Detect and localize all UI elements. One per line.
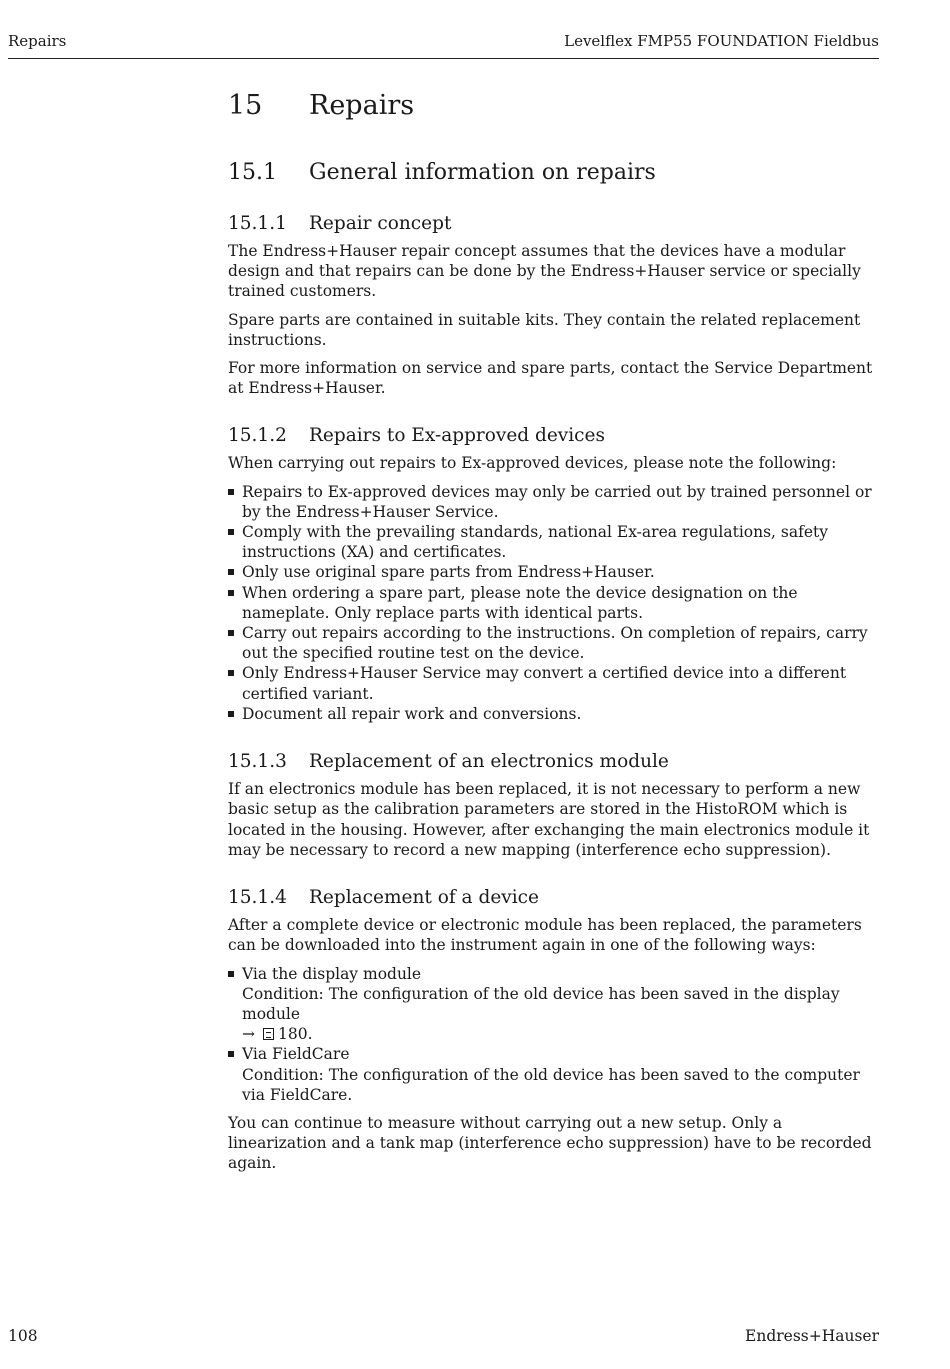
chapter-number: 15 <box>228 90 263 121</box>
subsection-ex-repairs <box>228 424 880 724</box>
list-item <box>228 562 880 582</box>
list-item-text: Carry out repairs according to the instructions. On completion of repairs, carry out the specified routine test on the device. <box>242 624 868 663</box>
chapter-heading <box>228 90 880 122</box>
bullet-icon <box>228 569 234 575</box>
subsection-number: 15.1.3 <box>228 751 287 773</box>
bullet-icon <box>228 489 234 495</box>
bullet-icon <box>228 670 234 676</box>
page-header <box>8 32 879 59</box>
arrow-icon: → <box>242 1025 255 1044</box>
list-item <box>228 704 880 724</box>
page-number: 108 <box>8 1327 38 1345</box>
paragraph: After a complete device or electronic module has been replaced, the parameters can be downloaded into the instrument again in one of the following ways: <box>228 916 862 955</box>
paragraph: When carrying out repairs to Ex-approved devices, please note the following: <box>228 454 837 473</box>
bullet-list <box>228 482 880 724</box>
paragraph: For more information on service and spare parts, contact the Service Department at Endress+Hauser. <box>228 358 873 398</box>
bullet-icon <box>228 1051 234 1057</box>
section-number: 15.1 <box>228 160 277 186</box>
list-item-text: Only use original spare parts from Endress+Hauser. <box>242 563 655 582</box>
chapter-title: Repairs <box>309 90 415 121</box>
subsection-heading <box>228 212 880 235</box>
list-item <box>228 623 880 663</box>
bullet-icon <box>228 711 234 717</box>
bullet-icon <box>228 630 234 636</box>
subsection-title: Replacement of an electronics module <box>309 751 669 773</box>
header-document-title: Levelflex FMP55 FOUNDATION Fieldbus <box>564 32 879 50</box>
list-item <box>228 522 880 562</box>
subsection-electronics-module <box>228 750 880 860</box>
subsection-number: 15.1.1 <box>228 212 287 234</box>
bullet-list <box>228 964 880 1105</box>
list-item <box>228 1044 880 1105</box>
list-item-text: When ordering a spare part, please note the device designation on the nameplate. Only replace parts with identical parts. <box>242 583 798 622</box>
list-item-text: Comply with the prevailing standards, national Ex-area regulations, safety instructions (XA) and certificates. <box>242 523 828 562</box>
list-item <box>228 663 880 703</box>
list-item <box>228 583 880 623</box>
list-item-text: Document all repair work and conversions. <box>242 704 582 723</box>
subsection-number: 15.1.2 <box>228 425 287 447</box>
subsection-heading <box>228 424 880 447</box>
list-item <box>228 482 880 522</box>
page-content <box>228 90 880 1200</box>
subsection-number: 15.1.4 <box>228 887 287 909</box>
subsection-device-replacement <box>228 886 880 1174</box>
section-title: General information on repairs <box>309 160 656 186</box>
list-item-title: Via FieldCare <box>242 1045 350 1064</box>
page-reference[interactable] <box>242 1025 313 1043</box>
list-item-text: Repairs to Ex-approved devices may only be carried out by trained personnel or by the Endress+Hauser Service. <box>242 482 872 521</box>
header-section-title: Repairs <box>8 32 67 50</box>
list-item-title: Via the display module <box>242 964 422 983</box>
list-item <box>228 964 880 1045</box>
bullet-icon <box>228 971 234 977</box>
list-item-condition: Condition: The configuration of the old device has been saved in the display module <box>242 984 840 1023</box>
footer-brand: Endress+Hauser <box>745 1327 879 1345</box>
bullet-icon <box>228 529 234 535</box>
paragraph: If an electronics module has been replaced, it is not necessary to perform a new basic setup as the calibration parameters are stored in the HistoROM which is located in the housing. However, after exchanging the main electronics module it may be necessary to record a new mapping (interference echo suppression). <box>228 780 870 859</box>
paragraph: You can continue to measure without carrying out a new setup. Only a linearization and a tank map (interference echo suppression) have to be recorded again. <box>228 1113 872 1173</box>
section-heading <box>228 160 880 186</box>
paragraph: The Endress+Hauser repair concept assumes that the devices have a modular design and that repairs can be done by the Endress+Hauser service or specially trained customers. <box>228 241 861 301</box>
list-item-condition: Condition: The configuration of the old device has been saved to the computer via FieldCare. <box>242 1065 860 1104</box>
subsection-heading <box>228 886 880 909</box>
subsection-repair-concept <box>228 212 880 399</box>
subsection-title: Replacement of a device <box>309 887 539 909</box>
bullet-icon <box>228 590 234 596</box>
subsection-heading <box>228 750 880 773</box>
page-reference-number: 180. <box>278 1025 313 1044</box>
document-icon <box>263 1028 274 1040</box>
paragraph: Spare parts are contained in suitable kits. They contain the related replacement instructions. <box>228 310 861 349</box>
list-item-text: Only Endress+Hauser Service may convert a certified device into a different certified variant. <box>242 664 847 703</box>
subsection-title: Repair concept <box>309 212 452 234</box>
subsection-title: Repairs to Ex-approved devices <box>309 425 605 447</box>
